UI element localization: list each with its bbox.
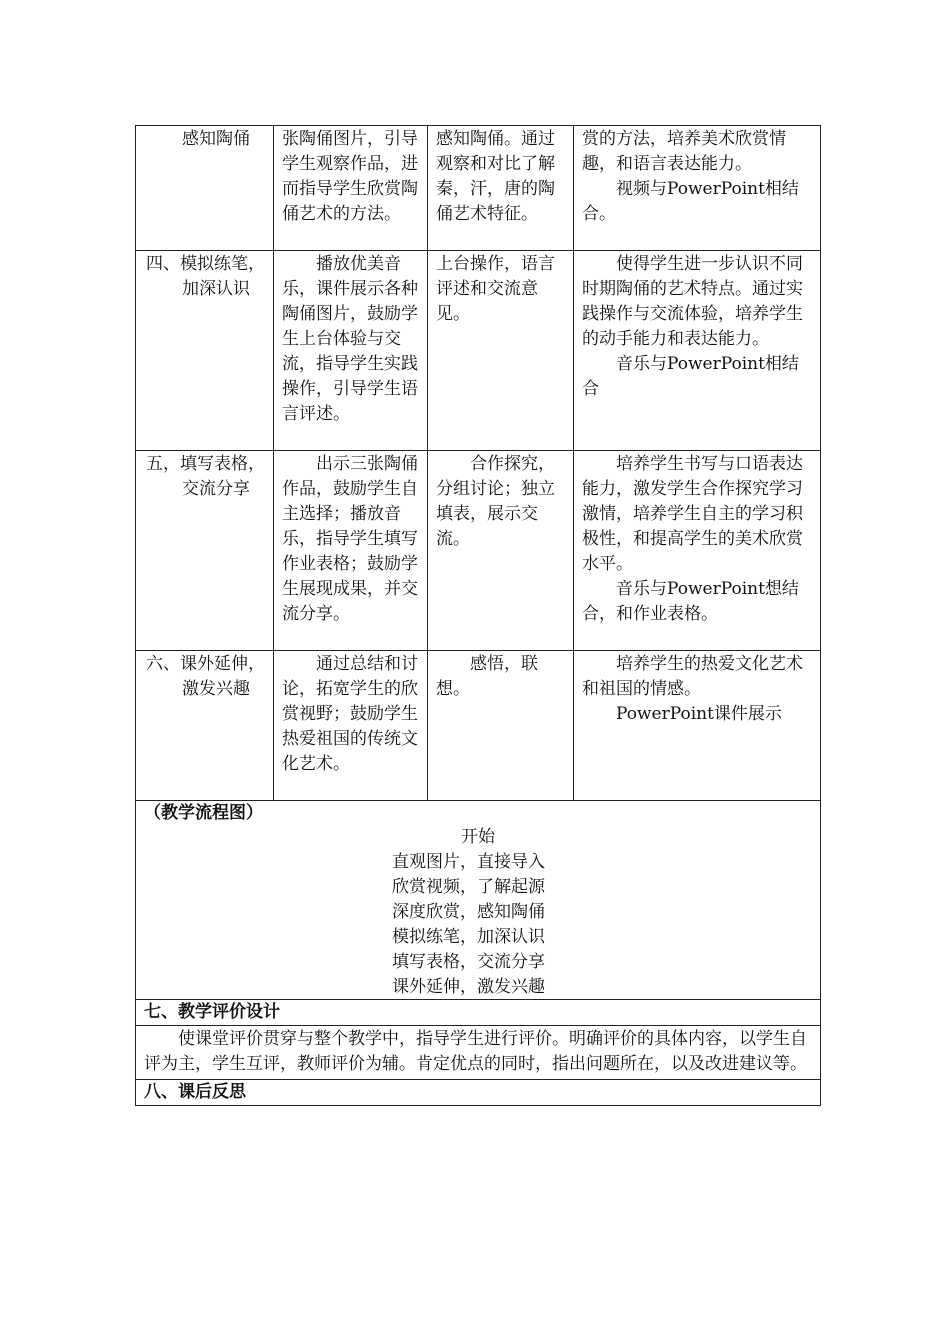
design-intent-text: 培养学生书写与口语表达能力，激发学生合作探究学习激情，培养学生自主的学习积极性，和提高学生的美术欣赏水平。 bbox=[582, 454, 803, 574]
student-activity-cell bbox=[428, 251, 574, 451]
design-intent-cell bbox=[574, 251, 821, 451]
flowchart-title: （教学流程图） bbox=[144, 803, 263, 823]
teacher-activity-text: 播放优美音乐，课件展示各种陶俑图片，鼓励学生上台体验与交流，指导学生实践操作，引导学生语言评述。 bbox=[282, 254, 418, 424]
teacher-activity-text: 通过总结和讨论，拓宽学生的欣赏视野；鼓励学生热爱祖国的传统文化艺术。 bbox=[282, 654, 418, 774]
flowchart-step: 课外延伸，激发兴趣 bbox=[392, 977, 545, 997]
teacher-activity-cell bbox=[274, 126, 428, 251]
media-text: 音乐与PowerPoint想结合，和作业表格。 bbox=[582, 579, 799, 624]
flowchart-step: 模拟练笔，加深认识 bbox=[392, 927, 545, 947]
student-activity-text: 感悟，联想。 bbox=[436, 654, 538, 699]
flowchart-row bbox=[136, 801, 821, 1000]
flowchart-step: 直观图片，直接导入 bbox=[392, 852, 545, 872]
section-heading-evaluation: 七、教学评价设计 bbox=[136, 1000, 821, 1026]
teacher-activity-cell bbox=[274, 651, 428, 801]
flowchart-step: 深度欣赏，感知陶俑 bbox=[392, 902, 545, 922]
table-row bbox=[136, 651, 821, 801]
design-intent-text: 使得学生进一步认识不同时期陶俑的艺术特点。通过实践操作与交流体验，培养学生的动手能力和表达能力。 bbox=[582, 254, 803, 349]
stage-label: 感知陶俑 bbox=[182, 129, 250, 149]
stage-cell bbox=[136, 126, 274, 251]
flowchart-steps bbox=[392, 850, 545, 1000]
teacher-activity-cell bbox=[274, 251, 428, 451]
stage-cell bbox=[136, 451, 274, 651]
student-activity-cell bbox=[428, 451, 574, 651]
section-heading-reflection: 八、课后反思 bbox=[136, 1080, 821, 1106]
student-activity-cell bbox=[428, 651, 574, 801]
design-intent-cell bbox=[574, 126, 821, 251]
evaluation-text: 使课堂评价贯穿与整个教学中，指导学生进行评价。明确评价的具体内容，以学生自评为主，学生互评，教师评价为辅。肯定优点的同时，指出问题所在，以及改进建议等。 bbox=[136, 1026, 821, 1080]
teacher-activity-text: 出示三张陶俑作品，鼓励学生自主选择；播放音乐，指导学生填写作业表格；鼓励学生展现成果，并交流分享。 bbox=[282, 454, 418, 624]
student-activity-text: 合作探究，分组讨论；独立填表，展示交流。 bbox=[436, 454, 555, 549]
flowchart-cell bbox=[136, 801, 821, 1000]
student-activity-cell bbox=[428, 126, 574, 251]
stage-label: 激发兴趣 bbox=[182, 679, 250, 699]
stage-label: 交流分享 bbox=[182, 479, 250, 499]
stage-number: 四、模拟练笔， bbox=[146, 254, 265, 274]
stage-label: 加深认识 bbox=[182, 279, 250, 299]
design-intent-cell bbox=[574, 651, 821, 801]
student-activity-text: 上台操作，语言评述和交流意见。 bbox=[436, 254, 555, 324]
media-text: 视频与PowerPoint相结合。 bbox=[582, 179, 799, 224]
design-intent-text: 培养学生的热爱文化艺术和祖国的情感。 bbox=[582, 654, 803, 699]
stage-number: 六、课外延伸， bbox=[146, 654, 265, 674]
stage-cell bbox=[136, 251, 274, 451]
media-text: 音乐与PowerPoint相结合 bbox=[582, 354, 799, 399]
stage-number: 五，填写表格， bbox=[146, 454, 265, 474]
design-intent-cell bbox=[574, 451, 821, 651]
section-body-row bbox=[136, 1026, 821, 1080]
student-activity-text: 感知陶俑。通过观察和对比了解秦，汗，唐的陶俑艺术特征。 bbox=[436, 129, 555, 224]
stage-cell bbox=[136, 651, 274, 801]
table-row bbox=[136, 251, 821, 451]
flowchart-start: 开始 bbox=[461, 827, 495, 847]
table-row bbox=[136, 126, 821, 251]
section-heading-row bbox=[136, 1080, 821, 1106]
teacher-activity-cell bbox=[274, 451, 428, 651]
media-text: PowerPoint课件展示 bbox=[616, 704, 782, 724]
design-intent-text: 赏的方法，培养美术欣赏情趣，和语言表达能力。 bbox=[582, 129, 786, 174]
flowchart-step: 填写表格，交流分享 bbox=[392, 952, 545, 972]
section-heading-row bbox=[136, 1000, 821, 1026]
teacher-activity-text: 张陶俑图片，引导学生观察作品，进而指导学生欣赏陶俑艺术的方法。 bbox=[282, 129, 418, 224]
flowchart-step: 欣赏视频，了解起源 bbox=[392, 877, 545, 897]
lesson-plan-table bbox=[135, 125, 821, 1106]
table-row bbox=[136, 451, 821, 651]
